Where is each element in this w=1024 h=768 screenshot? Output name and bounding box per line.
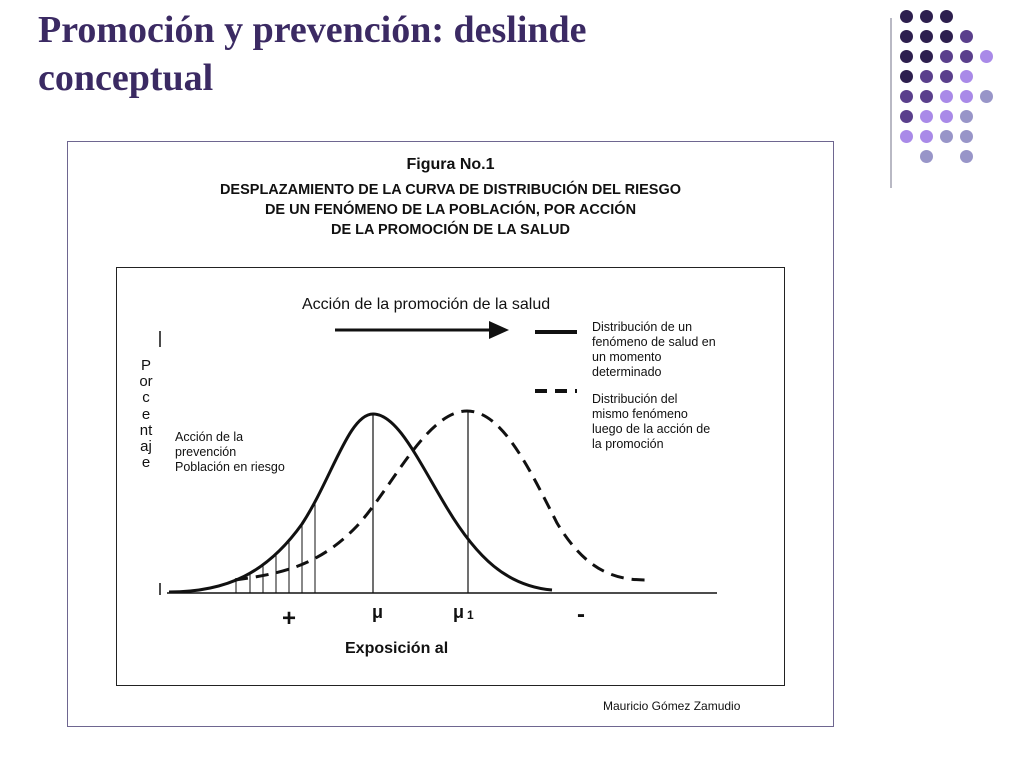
decorative-dot xyxy=(920,150,933,163)
decorative-dot xyxy=(920,30,933,43)
decorative-dot xyxy=(940,130,953,143)
promotion-arrow-head xyxy=(489,321,509,339)
mu-label: μ xyxy=(372,602,384,622)
decorative-dot xyxy=(960,150,973,163)
decorative-dot xyxy=(960,30,973,43)
decorative-dot xyxy=(900,30,913,43)
mu1-label-subscript: 1 xyxy=(467,608,474,622)
slide-title xyxy=(38,6,858,102)
decorative-dot xyxy=(960,130,973,143)
figure-subtitle xyxy=(68,180,833,240)
figure-frame xyxy=(67,141,834,727)
legend-solid-line-2: fenómeno de salud en xyxy=(592,335,716,349)
plus-symbol: + xyxy=(282,605,297,632)
decorative-dot xyxy=(900,10,913,23)
figure-subtitle-line-2: DE UN FENÓMENO DE LA POBLACIÓN, POR ACCIÓN xyxy=(264,202,637,218)
decorative-dot xyxy=(940,10,953,23)
decorative-dot xyxy=(960,90,973,103)
decorative-dot xyxy=(900,90,913,103)
prevention-label-line-2: prevención xyxy=(175,445,237,459)
decorative-dot xyxy=(980,90,993,103)
decorative-dot xyxy=(900,70,913,83)
decorative-dot xyxy=(920,10,933,23)
legend-dashed-line-3: luego de la acción de xyxy=(592,422,711,436)
decorative-dot xyxy=(940,70,953,83)
mu1-label-letter: μ xyxy=(453,602,465,622)
decorative-dot xyxy=(960,70,973,83)
slide-title-line-2: conceptual xyxy=(38,57,214,99)
decorative-dot xyxy=(940,110,953,123)
legend-dashed-line-4: la promoción xyxy=(592,437,664,451)
decorative-dot xyxy=(920,90,933,103)
prevention-label-line-1: Acción de la xyxy=(175,430,244,444)
decorative-dot-grid xyxy=(900,10,1020,180)
legend-solid-line-3: un momento xyxy=(592,350,662,364)
promotion-arrow-label: Acción de la promoción de la salud xyxy=(302,296,551,313)
legend-solid-line-1: Distribución de un xyxy=(592,320,693,334)
decorative-dot xyxy=(900,50,913,63)
decorative-dot xyxy=(960,110,973,123)
author-credit: Mauricio Gómez Zamudio xyxy=(603,699,741,713)
figure-subtitle-line-3: DE LA PROMOCIÓN DE LA SALUD xyxy=(331,222,570,238)
decorative-dot xyxy=(940,30,953,43)
decorative-dot xyxy=(900,110,913,123)
slide-title-line-1: Promoción y prevención: deslinde xyxy=(38,9,587,51)
decorative-dot xyxy=(920,110,933,123)
legend-solid-text xyxy=(592,320,716,380)
decorative-dot xyxy=(920,130,933,143)
y-axis-label: Porcentaje xyxy=(139,357,153,472)
legend-dashed-line-2: mismo fenómeno xyxy=(592,407,688,421)
prevention-label xyxy=(175,430,285,475)
legend-solid-line-4: determinado xyxy=(592,365,662,379)
x-axis-label: Exposición al xyxy=(345,640,449,657)
decorative-divider xyxy=(890,18,892,188)
decorative-dot xyxy=(980,50,993,63)
decorative-dot xyxy=(940,90,953,103)
prevention-label-line-3: Población en riesgo xyxy=(175,460,285,474)
mu1-label xyxy=(453,602,474,623)
decorative-dot xyxy=(960,50,973,63)
decorative-dot xyxy=(920,50,933,63)
legend-dashed-text xyxy=(592,392,710,452)
decorative-dot xyxy=(940,50,953,63)
figure-number: Figura No.1 xyxy=(406,156,495,173)
diagram-plot-area xyxy=(116,267,785,686)
minus-symbol: - xyxy=(577,601,585,628)
legend-dashed-line-1: Distribución del xyxy=(592,392,678,406)
figure-subtitle-line-1: DESPLAZAMIENTO DE LA CURVA DE DISTRIBUCIÓN DEL RIESGO xyxy=(219,182,682,198)
decorative-dot xyxy=(920,70,933,83)
decorative-dot xyxy=(900,130,913,143)
